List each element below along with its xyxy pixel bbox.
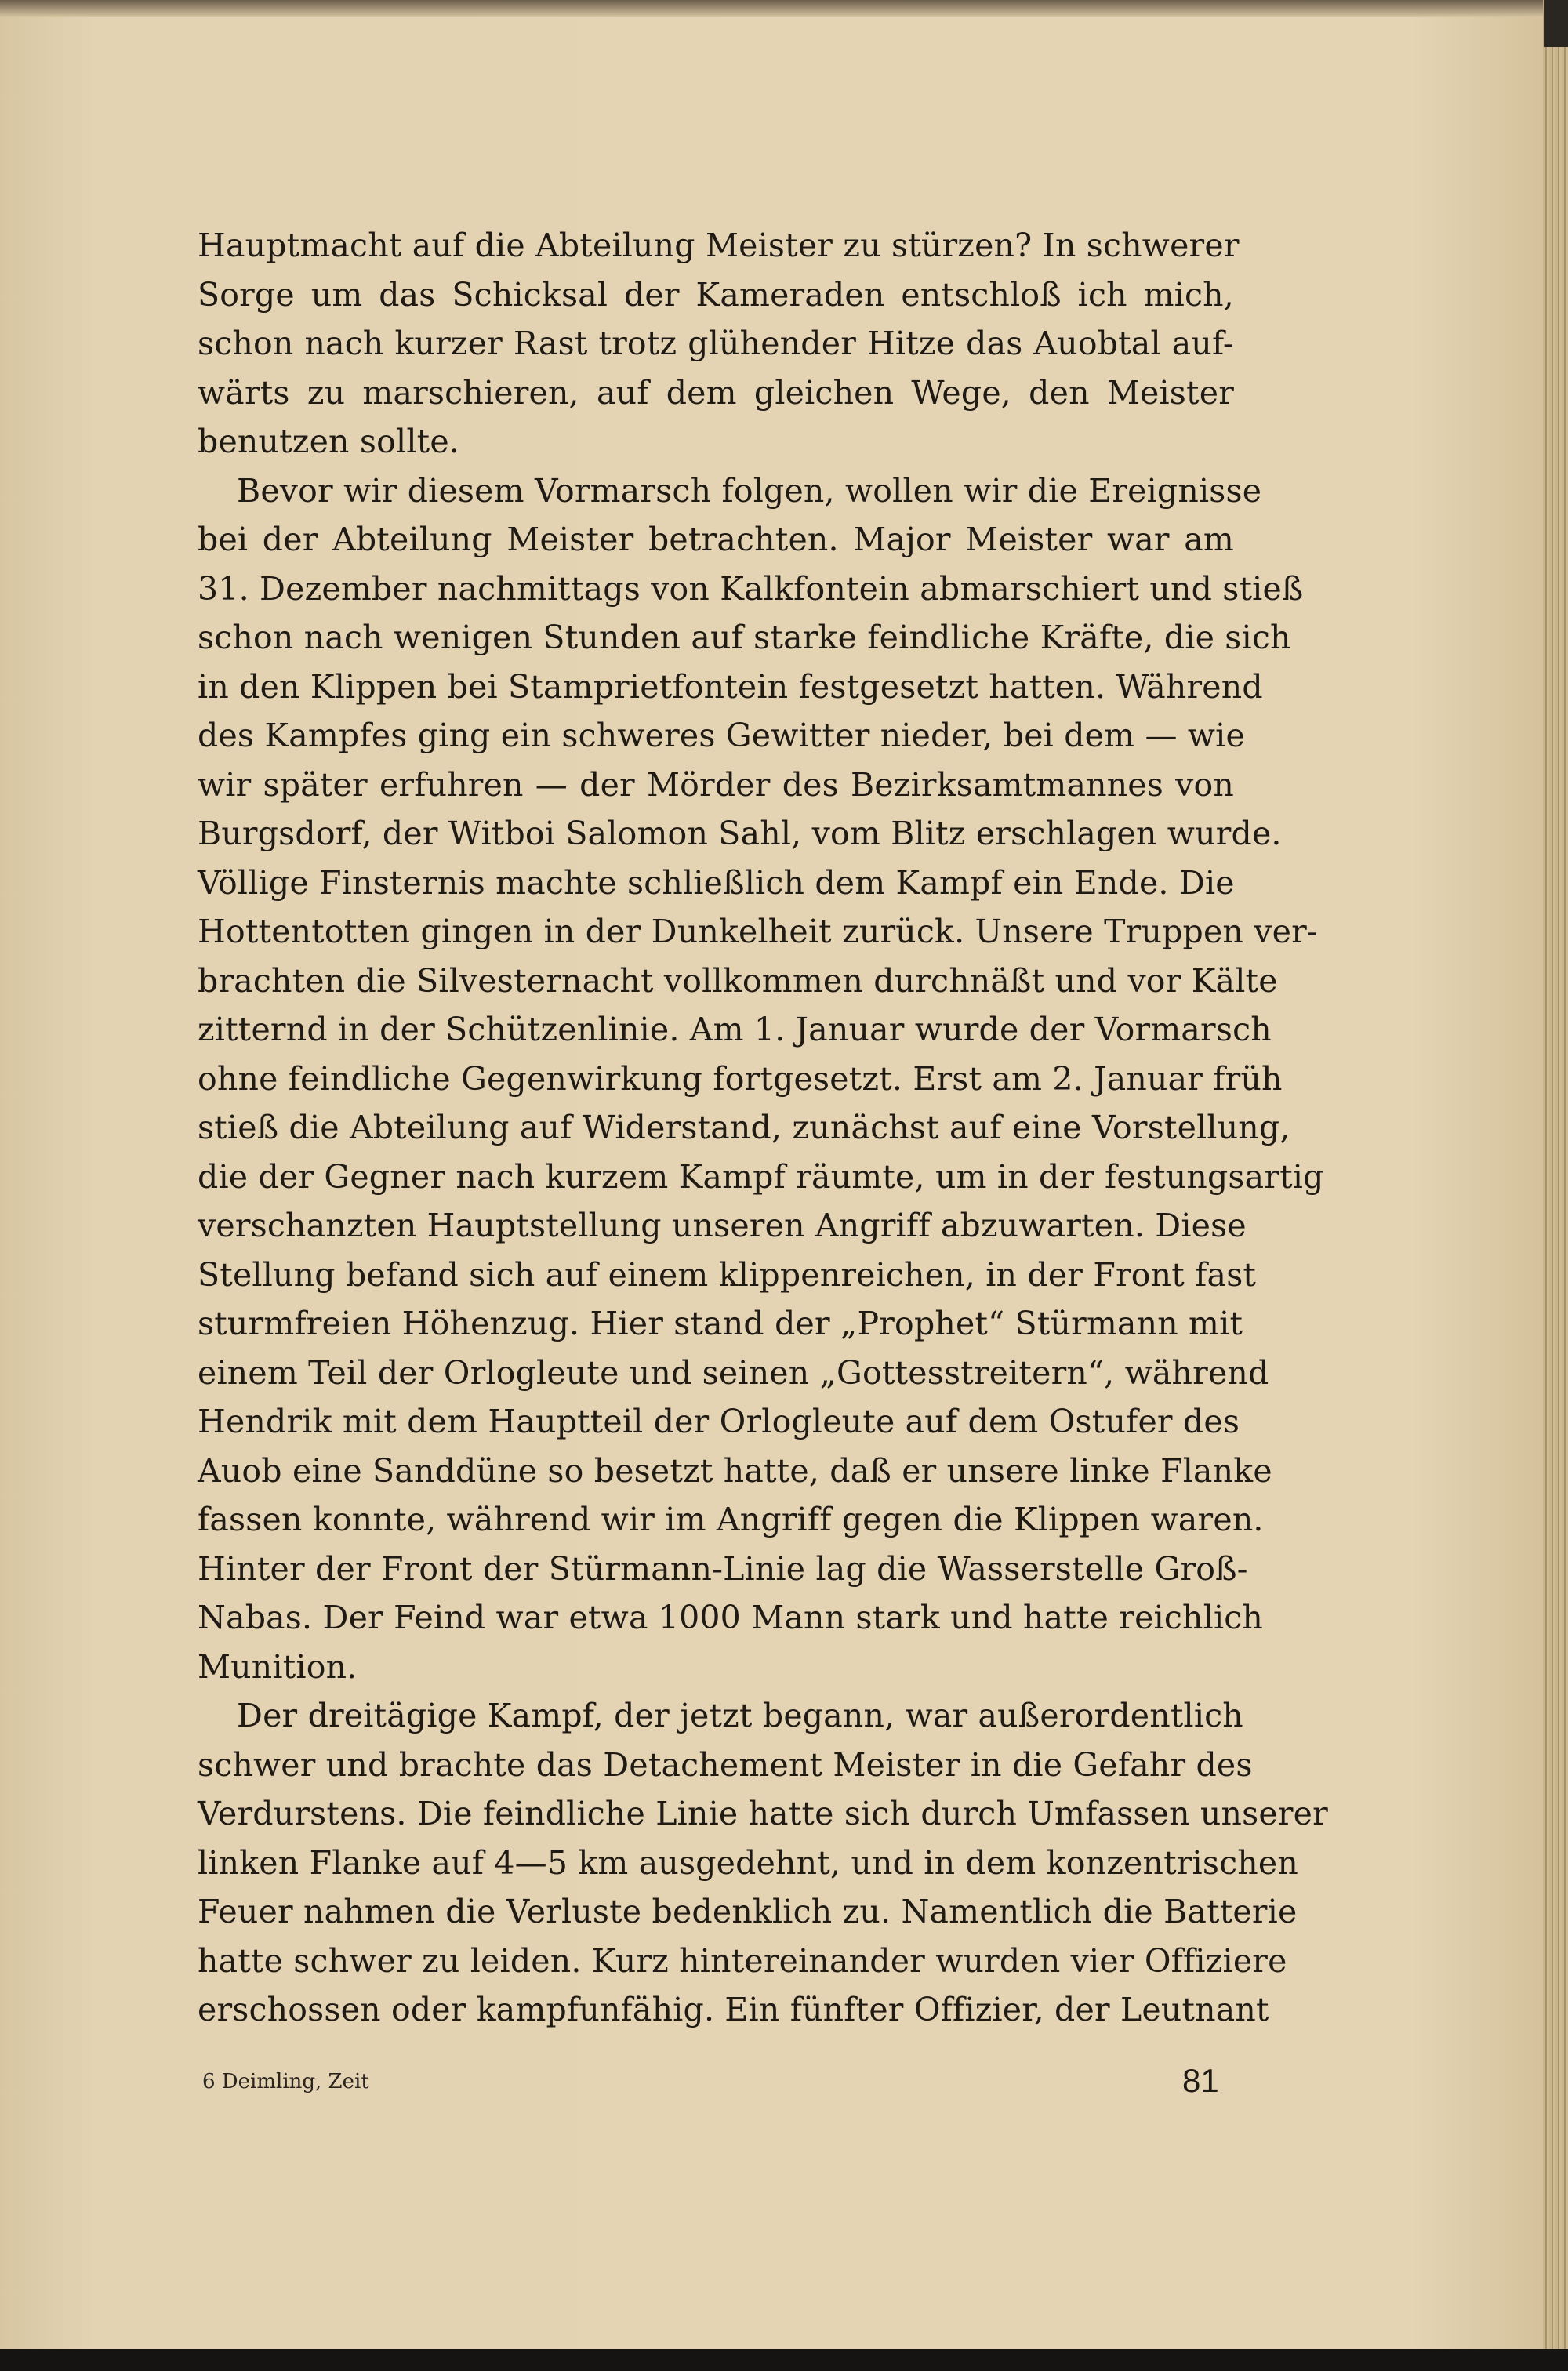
text-line: Hendrik mit dem Hauptteil der Orlogleute auf dem Ostufer des	[198, 1403, 1240, 1440]
text-line: Auob eine Sanddüne so besetzt hatte, daß er unsere linke Flanke	[198, 1451, 1272, 1490]
text-line: die der Gegner nach kurzem Kampf räumte, um in der festungsartig	[198, 1157, 1324, 1196]
text-line: wärts zu marschieren, auf dem gleichen Wege, den Meister	[198, 373, 1234, 412]
text-line: schon nach wenigen Stunden auf starke feindliche Kräfte, die sich	[198, 619, 1291, 656]
text-line: Hottentotten gingen in der Dunkelheit zurück. Unsere Truppen ver-	[198, 913, 1318, 950]
text-line: des Kampfes ging ein schweres Gewitter nieder, bei dem — wie	[198, 717, 1245, 754]
text-line: Völlige Finsternis machte schließlich dem Kampf ein Ende. Die	[198, 863, 1235, 902]
text-line: Nabas. Der Feind war etwa 1000 Mann stark und hatte reichlich	[198, 1599, 1264, 1636]
text-line: fassen konnte, während wir im Angriff gegen die Klippen waren.	[198, 1501, 1264, 1538]
text-line: Bevor wir diesem Vormarsch folgen, wollen wir die Ereignisse	[237, 471, 1262, 510]
text-line: sturmfreien Höhenzug. Hier stand der „Prophet“ Stürmann mit	[198, 1305, 1243, 1342]
text-line: Sorge um das Schicksal der Kameraden entschloß ich mich,	[198, 275, 1234, 314]
text-line: erschossen oder kampfunfähig. Ein fünfter Offizier, der Leutnant	[198, 1991, 1269, 2028]
text-line: Feuer nahmen die Verluste bedenklich zu. Namentlich die Batterie	[198, 1893, 1298, 1930]
text-line: Stellung befand sich auf einem klippenreichen, in der Front fast	[198, 1255, 1257, 1294]
text-line: Verdurstens. Die feindliche Linie hatte sich durch Umfassen unserer	[198, 1795, 1328, 1832]
text-line: zitternd in der Schützenlinie. Am 1. Januar wurde der Vormarsch	[198, 1011, 1272, 1048]
text-line: stieß die Abteilung auf Widerstand, zunächst auf eine Vorstellung,	[198, 1109, 1290, 1146]
text-line: brachten die Silvesternacht vollkommen durchnäßt und vor Kälte	[198, 961, 1278, 1000]
text-line: Munition.	[198, 1647, 358, 1686]
text-line: einem Teil der Orlogleute und seinen „Gottesstreitern“, während	[198, 1353, 1269, 1392]
text-line: schwer und brachte das Detachement Meister in die Gefahr des	[198, 1745, 1253, 1784]
body-text	[198, 221, 1328, 2035]
page-top-shadow	[0, 0, 1543, 17]
text-line: bei der Abteilung Meister betrachten. Major Meister war am	[198, 521, 1234, 558]
text-line: schon nach kurzer Rast trotz glühender Hitze das Auobtal auf-	[198, 325, 1234, 362]
text-line: Burgsdorf, der Witboi Salomon Sahl, vom Blitz erschlagen wurde.	[198, 815, 1282, 852]
text-line: ohne feindliche Gegenwirkung fortgesetzt. Erst am 2. Januar früh	[198, 1059, 1283, 1098]
text-line: 31. Dezember nachmittags von Kalkfontein abmarschiert und stieß	[198, 569, 1304, 608]
text-line: Der dreitägige Kampf, der jetzt begann, war außerordentlich	[237, 1697, 1243, 1734]
text-line: Hauptmacht auf die Abteilung Meister zu stürzen? In schwerer	[198, 227, 1240, 264]
scan-bottom-edge	[0, 2349, 1568, 2371]
page-number: 81	[1182, 2062, 1219, 2099]
page-edges	[1543, 47, 1568, 2352]
text-line: linken Flanke auf 4—5 km ausgedehnt, und in dem konzentrischen	[198, 1843, 1298, 1882]
text-line: benutzen sollte.	[198, 423, 460, 460]
text-line: Hinter der Front der Stürmann-Linie lag die Wasserstelle Groß-	[198, 1549, 1248, 1588]
text-line: in den Klippen bei Stamprietfontein festgesetzt hatten. Während	[198, 667, 1263, 706]
text-line: wir später erfuhren — der Mörder des Bezirksamtmannes von	[198, 765, 1234, 804]
text-line: verschanzten Hauptstellung unseren Angriff abzuwarten. Diese	[198, 1207, 1247, 1244]
text-line: hatte schwer zu leiden. Kurz hintereinander wurden vier Offiziere	[198, 1941, 1287, 1980]
printer-signature: 6 Deimling, Zeit	[202, 2070, 369, 2093]
